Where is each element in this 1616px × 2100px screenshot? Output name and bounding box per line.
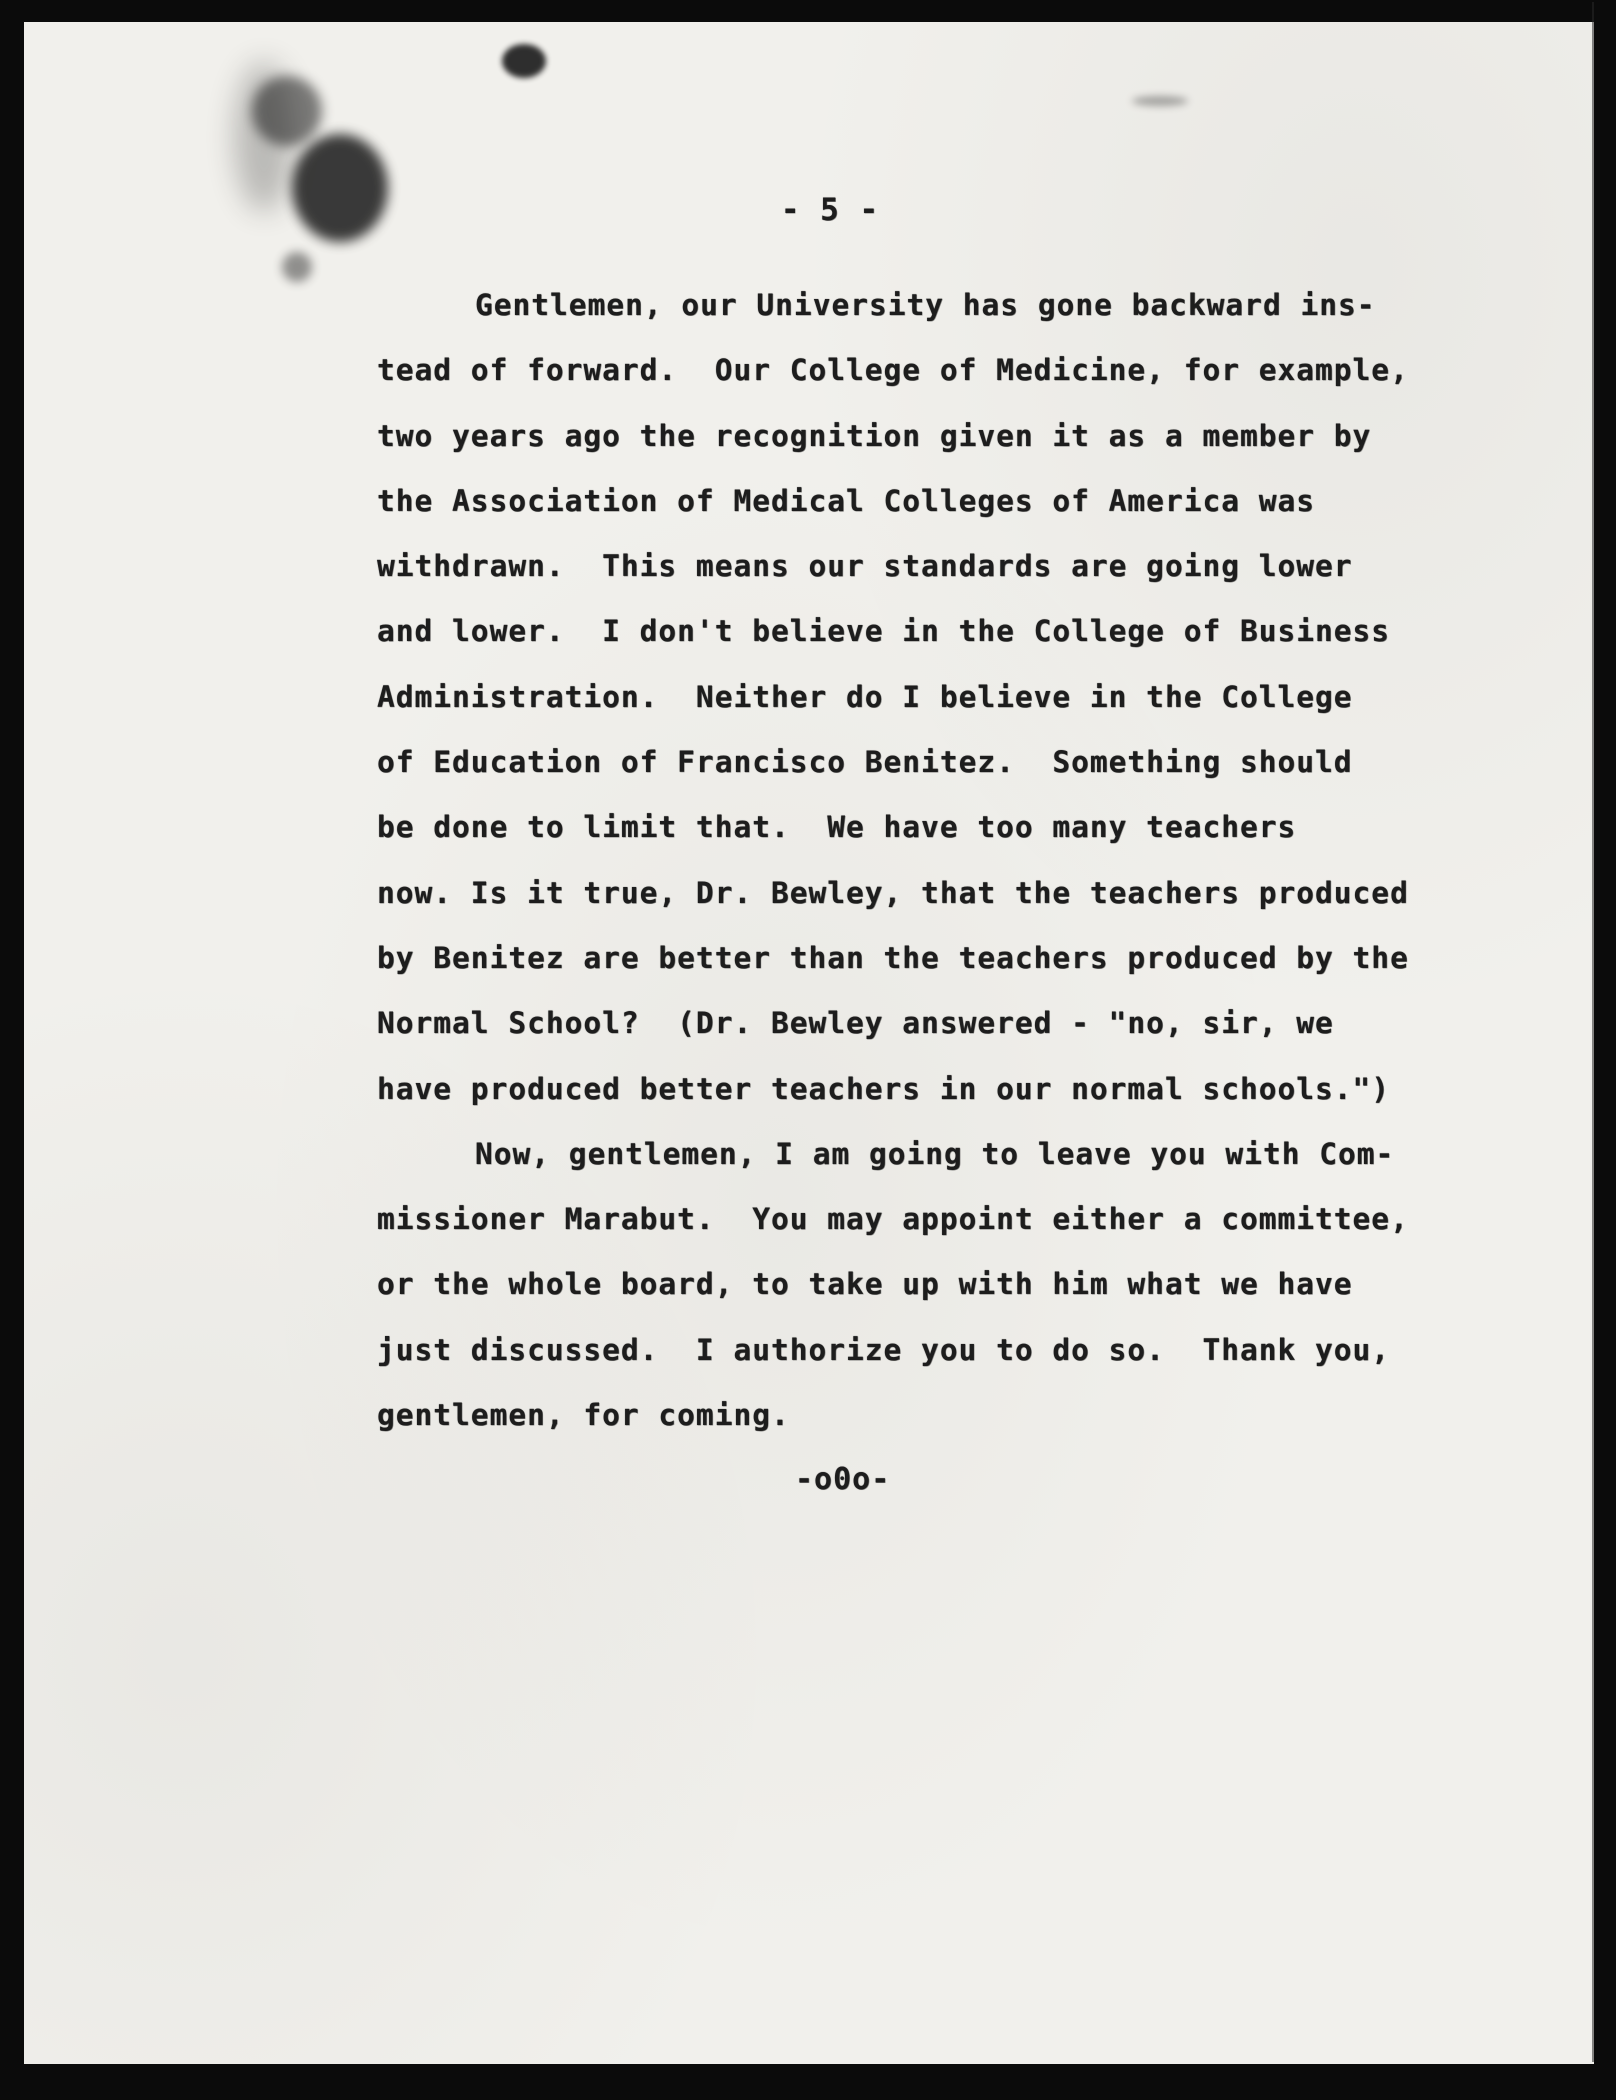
- text-line: tead of forward. Our College of Medicine, for example,: [377, 353, 1409, 388]
- end-mark: -o0o-: [795, 1462, 891, 1497]
- text-line: two years ago the recognition given it as a member by: [377, 418, 1372, 453]
- ink-stain: [252, 76, 322, 146]
- text-line: Normal School? (Dr. Bewley answered - "no, sir, we: [377, 1006, 1334, 1041]
- text-line: Administration. Neither do I believe in the College: [377, 679, 1353, 714]
- text-line: now. Is it true, Dr. Bewley, that the teachers produced: [377, 875, 1409, 910]
- text-line: have produced better teachers in our normal schools."): [377, 1071, 1391, 1106]
- text-line: just discussed. I authorize you to do so. Thank you,: [377, 1332, 1391, 1367]
- text-line: or the whole board, to take up with him what we have: [377, 1267, 1353, 1302]
- page-edge-shadow: [1592, 2, 1594, 2062]
- text-line: of Education of Francisco Benitez. Something should: [377, 745, 1353, 780]
- text-line: Now, gentlemen, I am going to leave you with Com-: [475, 1136, 1395, 1171]
- text-line: withdrawn. This means our standards are going lower: [377, 549, 1353, 584]
- ink-stain: [282, 252, 312, 282]
- ink-smudge: [1132, 96, 1188, 106]
- ink-stain: [292, 134, 388, 242]
- text-line: the Association of Medical Colleges of America was: [377, 483, 1316, 518]
- text-line: gentlemen, for coming.: [377, 1398, 790, 1433]
- text-line: missioner Marabut. You may appoint either a committee,: [377, 1202, 1409, 1237]
- page-number: - 5 -: [780, 192, 880, 228]
- text-line: and lower. I don't believe in the College of Business: [377, 614, 1391, 649]
- ink-stain: [502, 44, 546, 78]
- text-line: by Benitez are better than the teachers produced by the: [377, 940, 1409, 975]
- text-line: be done to limit that. We have too many teachers: [377, 810, 1297, 845]
- text-line: Gentlemen, our University has gone backward ins-: [475, 288, 1376, 322]
- body-text: [377, 290, 1467, 1465]
